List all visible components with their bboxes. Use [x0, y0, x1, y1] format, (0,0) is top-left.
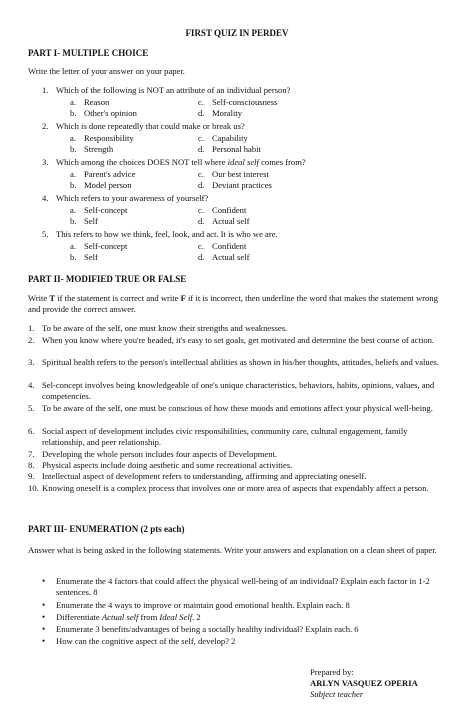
part3-instruction: Answer what is being asked in the following statements. Write your answers and explanation on a clean sheet of paper.: [28, 545, 437, 555]
q3-option-c: c. Our best interest: [198, 169, 269, 179]
q2-option-a: a. Responsibility: [70, 133, 134, 143]
q2-option-d: d. Personal habit: [198, 144, 261, 154]
q1-option-a: a. Reason: [70, 97, 110, 107]
part2-heading: PART II- MODIFIED TRUE OR FALSE: [28, 274, 187, 284]
question-1: 1. Which of the following is NOT an attribute of an individual person?: [42, 85, 291, 95]
teacher-name: ARLYN VASQUEZ OPERIA: [310, 678, 418, 688]
part2-instruction: Write T if the statement is correct and write F if it is incorrect, then underline the word that makes the statement wrong and provide the correct answer.: [28, 293, 438, 315]
bullet-icon: •: [42, 636, 46, 646]
tf-item-5: 5. To be aware of the self, one must be conscious of how these moods and emotions affect your physical well-being.: [28, 403, 433, 413]
q4-option-b: b. Self: [70, 216, 98, 226]
prepared-by-label: Prepared by:: [310, 667, 354, 677]
tf-item-6: 6. Social aspect of development includes civic responsibilities, community care, cultural engagement, family relationship, and peer relationship.: [28, 426, 408, 448]
tf-item-3: 3. Spiritual health refers to the person's intellectual abilities as shown in his/her thoughts, attitudes, beliefs and values.: [28, 357, 440, 367]
q2-option-b: b. Strength: [70, 144, 114, 154]
tf-item-1: 1. To be aware of the self, one must know their strengths and weaknesses.: [28, 323, 288, 333]
enum-item-3: • Differentiate Actual self from Ideal Self. 2: [42, 612, 201, 622]
part1-heading: PART I- MULTIPLE CHOICE: [28, 48, 149, 58]
question-2-text: Which is done repeatedly that could make or break us?: [56, 121, 245, 131]
bullet-icon: •: [42, 612, 46, 622]
question-5: 5. This refers to how we think, feel, look, and act. It is who we are.: [42, 229, 278, 239]
q1-option-c: c. Self-consciousness: [198, 97, 278, 107]
tf-item-10: 10. Knowing oneself is a complex process that involves one or more area of aspects that expendably affect a person.: [28, 483, 429, 493]
part3-heading: PART III- ENUMERATION (2 pts each): [28, 524, 185, 534]
q5-option-b: b. Self: [70, 252, 98, 262]
q5-option-c: c. Confident: [198, 241, 247, 251]
teacher-role: Subject teacher: [310, 689, 364, 699]
bullet-icon: •: [42, 576, 46, 586]
question-2: 2. Which is done repeatedly that could make or break us?: [42, 121, 245, 131]
q4-option-a: a. Self-concept: [70, 205, 128, 215]
q1-option-b: b. Other's opinion: [70, 108, 137, 118]
enum-item-1: • Enumerate the 4 factors that could affect the physical well-being of an individual? Explain each factor in 1-2 sentences. 8: [42, 576, 430, 598]
tf-item-2: 2. When you know where you're headed, it's easy to set goals, get motivated and determine the best course of action.: [28, 335, 435, 345]
bullet-icon: •: [42, 600, 46, 610]
q1-option-d: d. Morality: [198, 108, 243, 118]
question-4: 4. Which refers to your awareness of yourself?: [42, 193, 209, 203]
q5-option-d: d. Actual self: [198, 252, 250, 262]
bullet-icon: •: [42, 624, 46, 634]
question-3: 3. Which among the choices DOES NOT tell where ideal self comes from?: [42, 157, 306, 167]
tf-item-4: 4. Sel-concept involves being knowledgeable of one's unique characteristics, behaviors, habits, opinions, values, and competencies.: [28, 380, 435, 402]
q3-option-b: b. Model person: [70, 180, 132, 190]
part1-instruction: Write the letter of your answer on your paper.: [28, 66, 185, 76]
enum-item-5: • How can the cognitive aspect of the self, develop? 2: [42, 636, 236, 646]
question-1-text: Which of the following is NOT an attribute of an individual person?: [56, 85, 291, 95]
tf-item-7: 7. Developing the whole person includes four aspects of Development.: [28, 449, 278, 459]
q3-option-a: a. Parent's advice: [70, 169, 136, 179]
q3-option-d: d. Deviant practices: [198, 180, 272, 190]
q4-option-d: d. Actual self: [198, 216, 250, 226]
q4-option-c: c. Confident: [198, 205, 247, 215]
page-title: FIRST QUIZ IN PERDEV: [185, 28, 289, 38]
tf-item-9: 9. Intellectual aspect of development refers to understanding, affirming and appreciating oneself.: [28, 471, 367, 481]
q5-option-a: a. Self-concept: [70, 241, 128, 251]
tf-item-8: 8. Physical aspects include doing aesthetic and some recreational activities.: [28, 460, 293, 470]
enum-item-4: • Enumerate 3 benefits/advantages of being a socially healthy individual? Explain each. 6: [42, 624, 359, 634]
q2-option-c: c. Capability: [198, 133, 248, 143]
enum-item-2: • Enumerate the 4 ways to improve or maintain good emotional health. Explain each. 8: [42, 600, 350, 610]
